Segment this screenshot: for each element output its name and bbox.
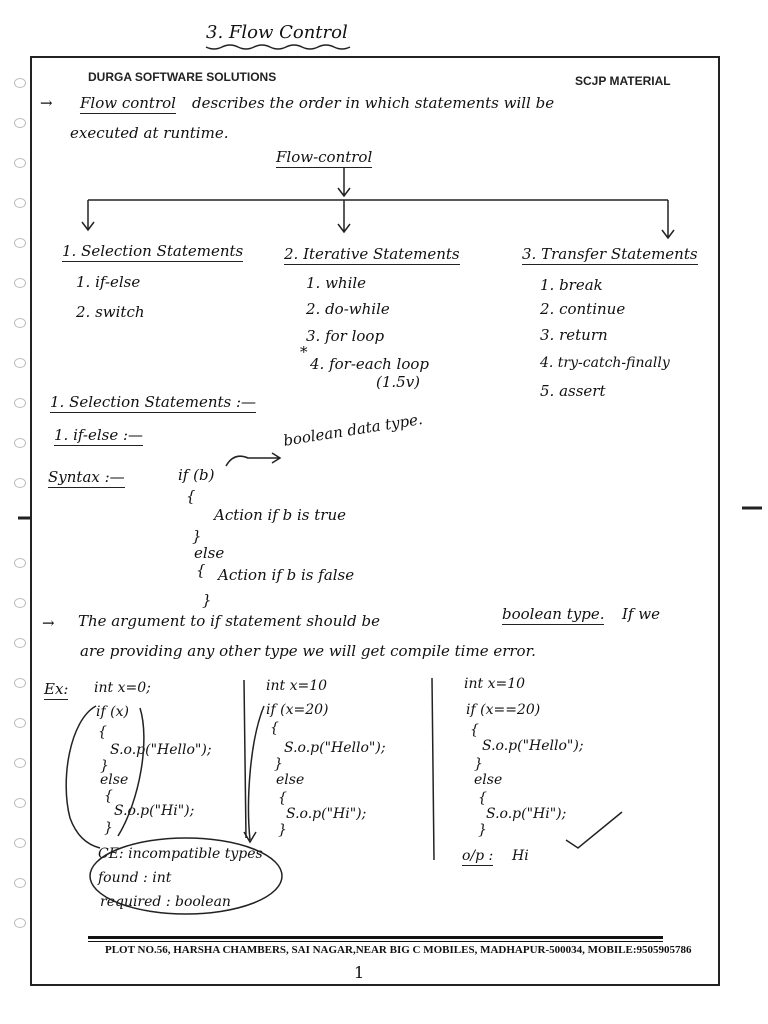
header-left: DURGA SOFTWARE SOLUTIONS xyxy=(88,70,277,84)
intro-line2: executed at runtime. xyxy=(70,124,229,142)
transfer-title: 3. Transfer Statements xyxy=(522,245,698,263)
ex1-line: { xyxy=(98,724,107,740)
section-sub: 1. if-else :— xyxy=(54,426,144,444)
iterative-note: (1.5v) xyxy=(376,373,421,391)
ex3-line: S.o.p("Hi"); xyxy=(486,806,567,822)
ex1-line: if (x) xyxy=(96,704,129,720)
page-number: 1 xyxy=(354,963,365,982)
title-underline xyxy=(206,45,350,49)
example-label: Ex: xyxy=(44,680,69,698)
syntax-line: Action if b is false xyxy=(218,566,355,584)
selection-item: 1. if-else xyxy=(76,273,141,291)
ex1-loop xyxy=(118,708,144,836)
intro-line1: describes the order in which statements will be xyxy=(192,94,555,112)
ex2-line: if (x=20) xyxy=(266,702,329,718)
transfer-item: 3. return xyxy=(540,326,608,344)
syntax-line: } xyxy=(192,527,202,545)
ex3-line: { xyxy=(478,790,487,806)
selection-title: 1. Selection Statements xyxy=(62,242,244,260)
tree-root-arrow xyxy=(338,168,350,196)
rule-line1-end: If we xyxy=(622,605,660,623)
iterative-title: 2. Iterative Statements xyxy=(284,245,460,263)
ex2-line: { xyxy=(270,720,279,736)
ex1-line: } xyxy=(104,820,113,836)
divider-line xyxy=(244,680,246,838)
ex1-loop xyxy=(66,706,100,848)
iterative-item: 3. for loop xyxy=(306,327,385,345)
divider-line xyxy=(432,678,434,860)
syntax-line: Action if b is true xyxy=(214,506,347,524)
boolean-arrow xyxy=(226,453,280,466)
tree-arrow-left xyxy=(82,200,94,230)
selection-item: 2. switch xyxy=(76,303,145,321)
rule-line2: are providing any other type we will get compile time error. xyxy=(80,642,536,660)
ex1-line: S.o.p("Hi"); xyxy=(114,803,195,819)
ex3-line: S.o.p("Hello"); xyxy=(482,738,584,754)
check-mark xyxy=(566,812,622,848)
transfer-item: 5. assert xyxy=(540,382,606,400)
ex2-line: S.o.p("Hello"); xyxy=(284,740,386,756)
iterative-item: 2. do-while xyxy=(306,300,390,318)
iterative-item: 1. while xyxy=(306,274,367,292)
footer-rule-thin xyxy=(88,941,663,942)
footer-address: PLOT NO.56, HARSHA CHAMBERS, SAI NAGAR,NEAR BIG C MOBILES, MADHAPUR-500034, MOBILE:9505905786 xyxy=(105,944,692,956)
ex2-line: S.o.p("Hi"); xyxy=(286,806,367,822)
syntax-label: Syntax :— xyxy=(48,468,125,486)
ex1-line: } xyxy=(100,758,109,774)
ex3-line: if (x==20) xyxy=(466,702,541,718)
syntax-line: if (b) xyxy=(178,466,215,484)
ex2-line: } xyxy=(278,822,287,838)
section-heading: 1. Selection Statements :— xyxy=(50,393,257,411)
ex3-line: else xyxy=(474,772,503,788)
ex2-line: int x=10 xyxy=(266,678,328,694)
tree-arrow-mid xyxy=(338,200,350,232)
syntax-line: { xyxy=(196,561,206,579)
tree-arrow-right xyxy=(662,200,674,238)
ex1-line: else xyxy=(100,772,129,788)
footer-rule xyxy=(88,936,663,939)
boolean-note: boolean data type. xyxy=(282,409,424,450)
ex2-line: { xyxy=(278,790,287,806)
iterative-item: 4. for-each loop xyxy=(310,355,430,373)
error-line: required : boolean xyxy=(100,894,231,910)
syntax-line: { xyxy=(186,487,196,505)
syntax-line: } xyxy=(202,591,212,609)
transfer-item: 2. continue xyxy=(540,300,626,318)
star-mark: * xyxy=(300,343,308,361)
transfer-item: 1. break xyxy=(540,276,603,294)
intro-term: Flow control xyxy=(80,94,176,112)
rule-term: boolean type. xyxy=(502,605,605,623)
error-line: CE: incompatible types xyxy=(98,846,263,862)
tree-root: Flow-control xyxy=(276,148,373,166)
intro-arrow: → xyxy=(40,94,53,112)
syntax-line: else xyxy=(194,544,225,562)
ex2-line: else xyxy=(276,772,305,788)
ex2-line: } xyxy=(274,756,283,772)
ex3-line: int x=10 xyxy=(464,676,526,692)
output-value: Hi xyxy=(512,848,529,864)
rule-arrow: → xyxy=(42,614,55,632)
error-line: found : int xyxy=(98,870,172,886)
rule-line1: The argument to if statement should be xyxy=(78,612,381,630)
ex3-line: { xyxy=(470,722,479,738)
output-label: o/p : xyxy=(462,848,494,864)
error-ellipse xyxy=(90,838,282,914)
transfer-item: 4. try-catch-finally xyxy=(540,355,670,371)
ex3-line: } xyxy=(474,756,483,772)
ex1-line: int x=0; xyxy=(94,680,151,696)
ex1-line: { xyxy=(104,788,113,804)
chapter-title: 3. Flow Control xyxy=(206,22,348,43)
ex1-line: S.o.p("Hello"); xyxy=(110,742,212,758)
ex3-line: } xyxy=(478,822,487,838)
header-right: SCJP MATERIAL xyxy=(575,74,671,88)
ex2-loop xyxy=(249,706,264,840)
